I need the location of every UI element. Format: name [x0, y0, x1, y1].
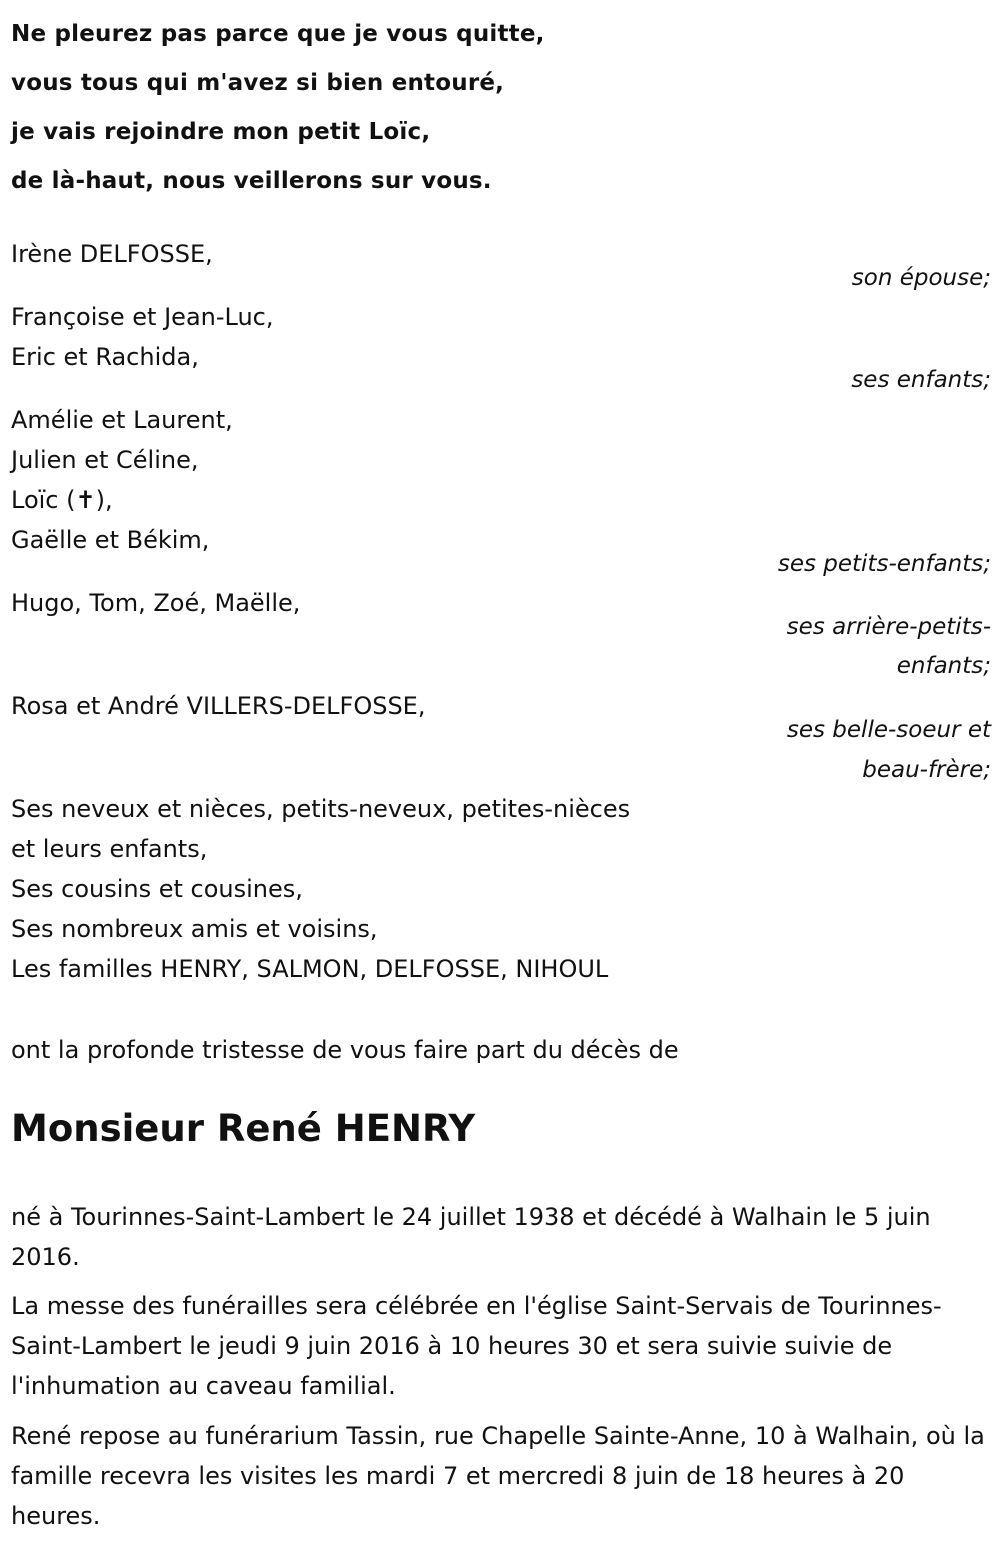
- family-other-line: Ses cousins et cousines,: [11, 875, 303, 903]
- family-name-line: Gaëlle et Békim,: [11, 526, 210, 554]
- family-name-line: Loïc (✝),: [11, 486, 113, 514]
- relation-label: ses arrière-petits-: [786, 614, 991, 640]
- funeral-paragraph: La messe des funérailles sera célébrée en l'église Saint-Servais de Tourinnes-Saint-Lambert le jeudi 9 juin 2016 à 10 heures 30 et sera suivie suivie de l'inhumation au caveau familial.: [11, 1292, 942, 1400]
- relation-label: beau-frère;: [862, 757, 991, 783]
- birth-death-paragraph: né à Tourinnes-Saint-Lambert le 24 juillet 1938 et décédé à Walhain le 5 juin 2016.: [11, 1203, 931, 1271]
- family-name-line: Hugo, Tom, Zoé, Maëlle,: [11, 589, 301, 617]
- relation-label: enfants;: [896, 653, 991, 679]
- deceased-name: Monsieur René HENRY: [11, 1107, 476, 1150]
- announcement-text: ont la profonde tristesse de vous faire part du décès de: [11, 1036, 679, 1064]
- family-children: [11, 297, 991, 393]
- announcement: [11, 1030, 991, 1070]
- poem-line: vous tous qui m'avez si bien entouré,: [11, 70, 505, 96]
- poem-line: je vais rejoindre mon petit Loïc,: [11, 119, 431, 145]
- family-grandchildren: [11, 400, 991, 577]
- family-other-line: Les familles HENRY, SALMON, DELFOSSE, NIHOUL: [11, 955, 609, 983]
- family-other-line: Ses nombreux amis et voisins,: [11, 915, 378, 943]
- relation-label: son épouse;: [851, 265, 991, 291]
- family-name-line: Julien et Céline,: [11, 446, 199, 474]
- poem-line: de là-haut, nous veillerons sur vous.: [11, 168, 492, 194]
- family-great-grandchildren: [11, 583, 991, 679]
- family-in-laws: [11, 686, 991, 783]
- family-name-line: Rosa et André VILLERS-DELFOSSE,: [11, 692, 426, 720]
- family-name-line: Irène DELFOSSE,: [11, 240, 213, 268]
- relation-label: ses petits-enfants;: [777, 551, 991, 577]
- poem: [11, 10, 911, 206]
- poem-line: Ne pleurez pas parce que je vous quitte,: [11, 21, 545, 47]
- family-name-line: Amélie et Laurent,: [11, 406, 233, 434]
- relation-label: ses belle-soeur et: [786, 717, 991, 743]
- family-others: [11, 789, 991, 989]
- family-name-line: Eric et Rachida,: [11, 343, 199, 371]
- family-other-line: et leurs enfants,: [11, 835, 208, 863]
- family-spouse: [11, 234, 991, 291]
- family-other-line: Ses neveux et nièces, petits-neveux, petites-nièces: [11, 795, 631, 823]
- visitation-paragraph: René repose au funérarium Tassin, rue Chapelle Sainte-Anne, 10 à Walhain, où la famille recevra les visites les mardi 7 et mercredi 8 juin de 18 heures à 20 heures.: [11, 1422, 985, 1530]
- family-name-line: Françoise et Jean-Luc,: [11, 303, 274, 331]
- relation-label: ses enfants;: [851, 367, 991, 393]
